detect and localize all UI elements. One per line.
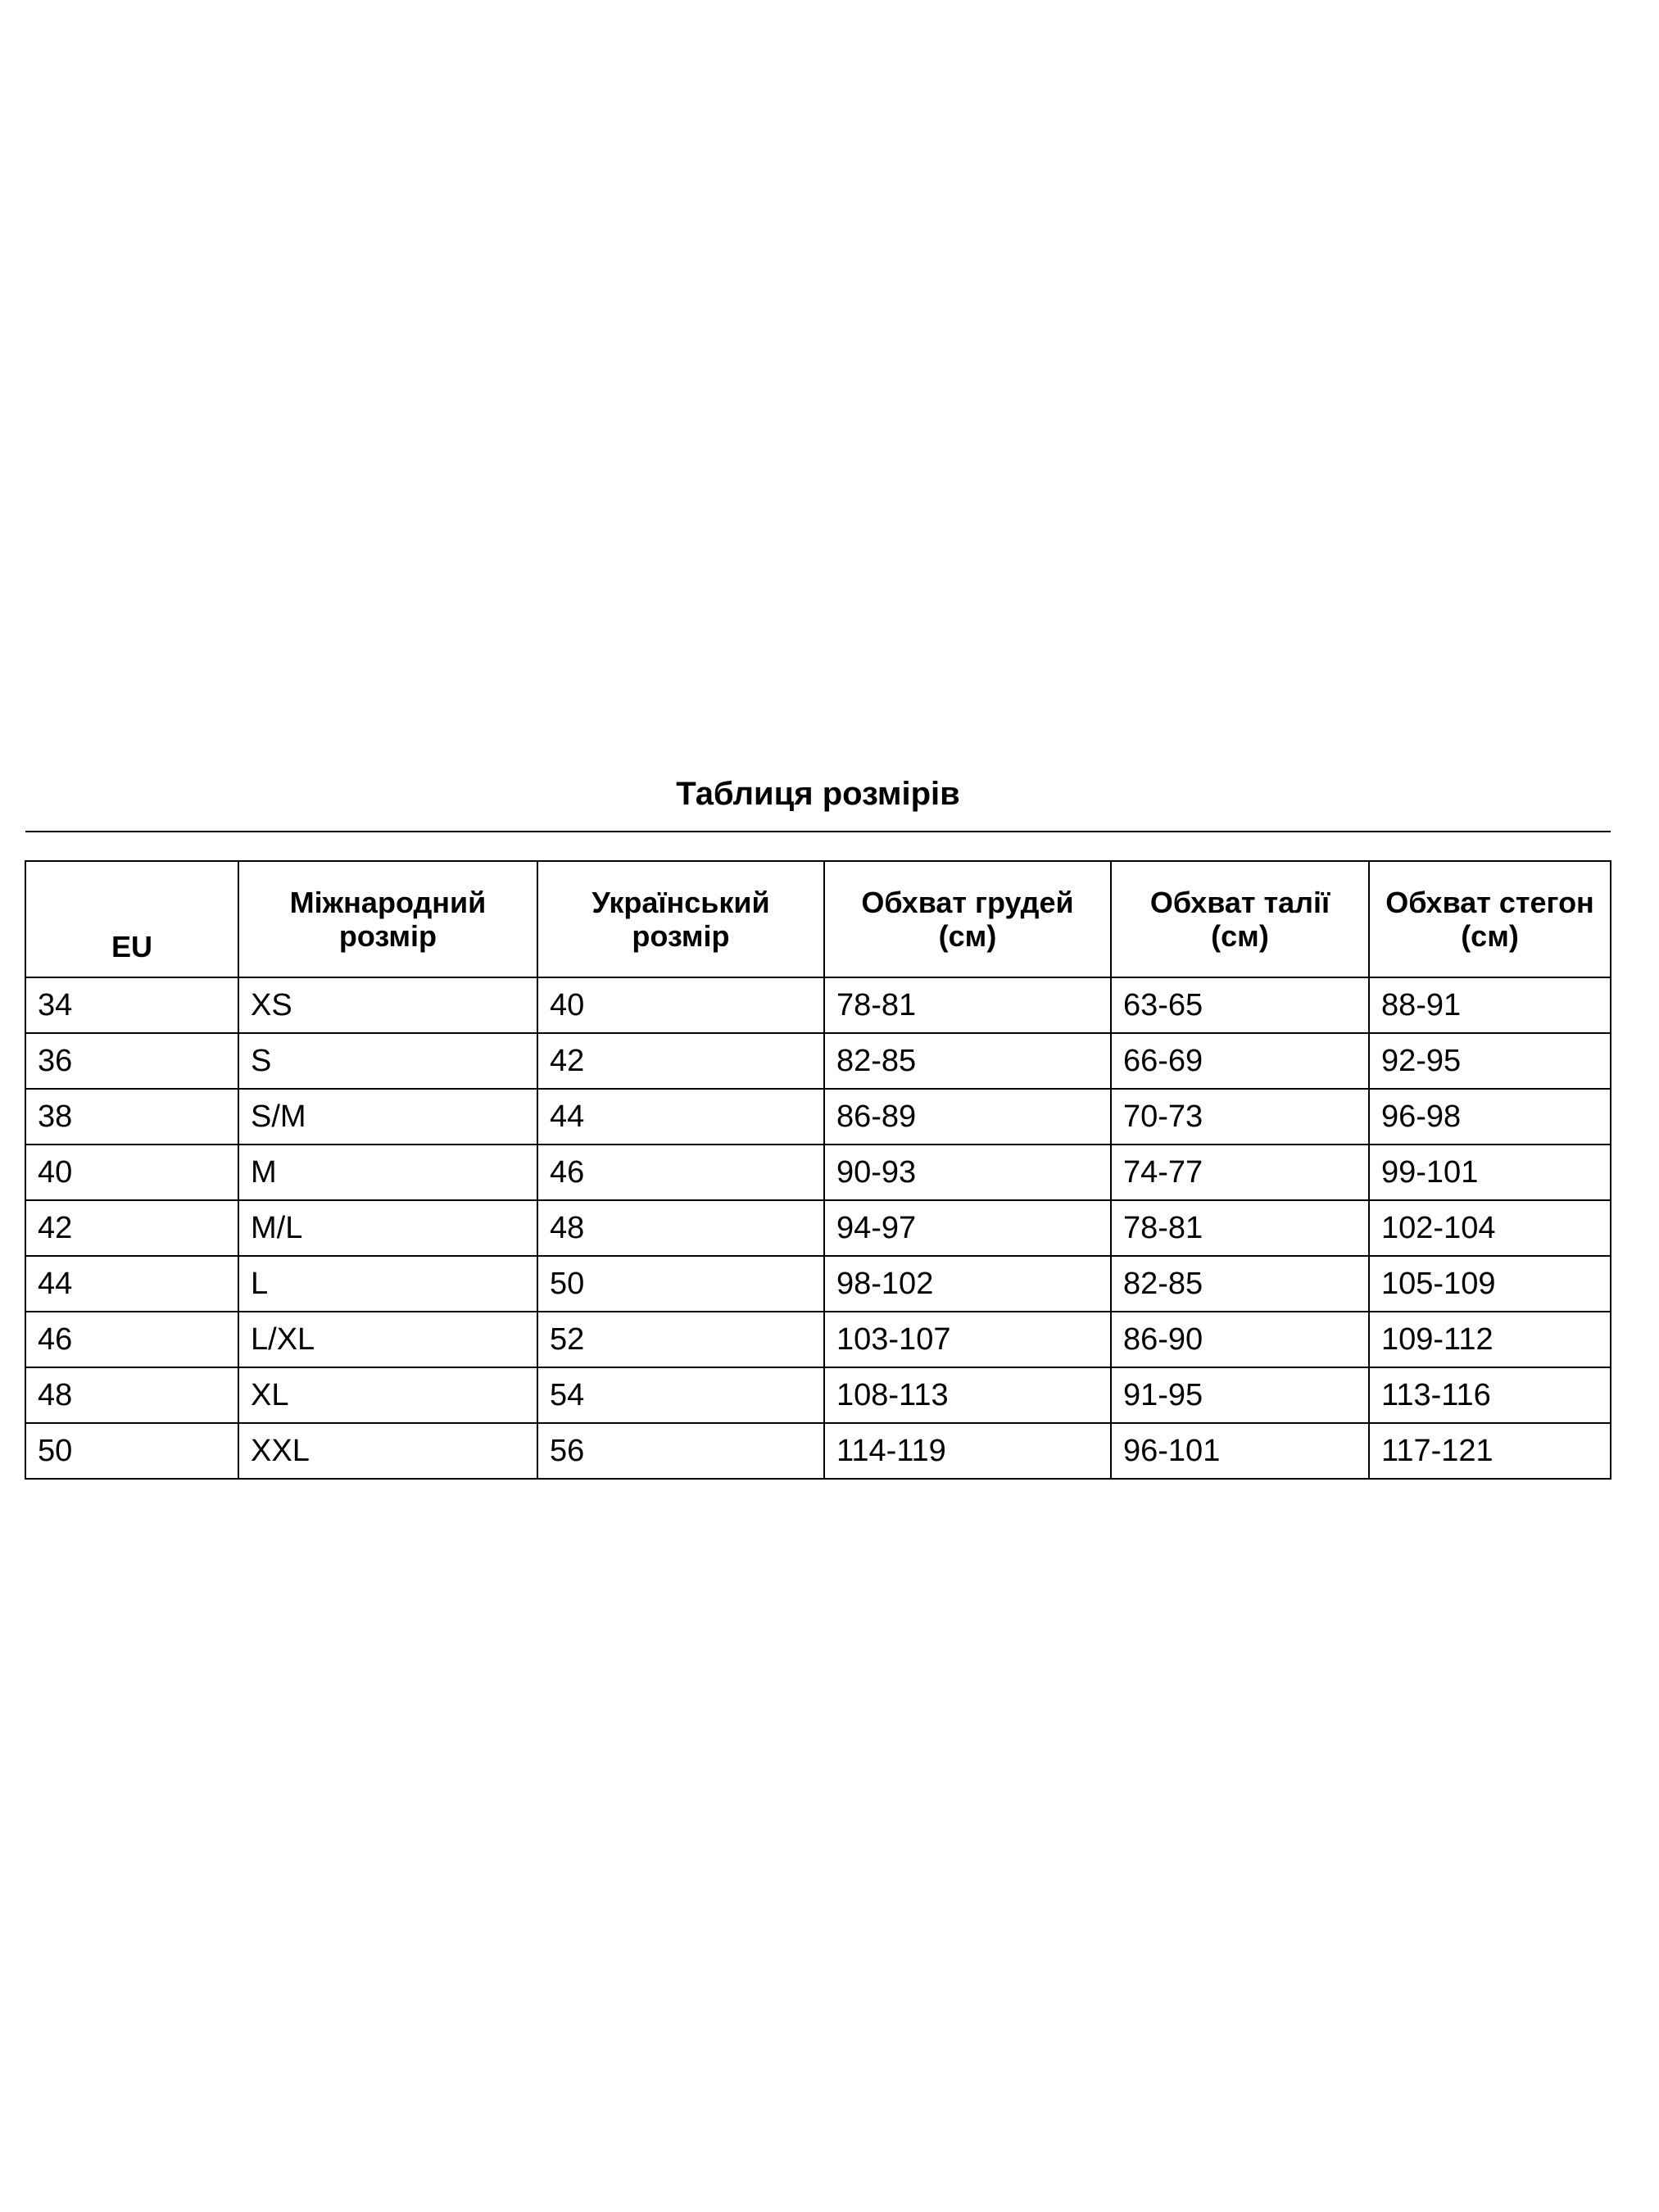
- cell-ukrainian-size: 50: [537, 1256, 824, 1312]
- cell-ukrainian-size: 48: [537, 1200, 824, 1256]
- cell-waist: 70-73: [1111, 1089, 1369, 1145]
- table-row: [25, 977, 1611, 1033]
- cell-hips: 113-116: [1369, 1367, 1611, 1423]
- cell-eu: 40: [25, 1145, 238, 1200]
- size-chart-table: [25, 762, 1611, 1480]
- cell-eu: 46: [25, 1312, 238, 1367]
- column-header-hips: Обхват стегон (см): [1369, 861, 1611, 977]
- cell-eu: 34: [25, 977, 238, 1033]
- cell-hips: 109-112: [1369, 1312, 1611, 1367]
- table-row: [25, 1367, 1611, 1423]
- cell-eu: 38: [25, 1089, 238, 1145]
- cell-international-size: M: [238, 1145, 537, 1200]
- table-row: [25, 1312, 1611, 1367]
- spacer-cell: [25, 832, 238, 861]
- cell-waist: 91-95: [1111, 1367, 1369, 1423]
- cell-waist: 96-101: [1111, 1423, 1369, 1479]
- cell-chest: 98-102: [824, 1256, 1111, 1312]
- table-title-row: [25, 762, 1611, 832]
- spacer-cell: [537, 832, 824, 861]
- table-row: [25, 1089, 1611, 1145]
- cell-ukrainian-size: 56: [537, 1423, 824, 1479]
- table-header-row: [25, 861, 1611, 977]
- cell-eu: 44: [25, 1256, 238, 1312]
- column-header-international-size: Міжнародний розмір: [238, 861, 537, 977]
- cell-hips: 96-98: [1369, 1089, 1611, 1145]
- cell-international-size: L: [238, 1256, 537, 1312]
- cell-waist: 86-90: [1111, 1312, 1369, 1367]
- size-chart-container: [25, 762, 1634, 1480]
- table-row: [25, 1256, 1611, 1312]
- cell-ukrainian-size: 46: [537, 1145, 824, 1200]
- column-header-waist: Обхват талії (см): [1111, 861, 1369, 977]
- cell-hips: 102-104: [1369, 1200, 1611, 1256]
- cell-ukrainian-size: 52: [537, 1312, 824, 1367]
- cell-chest: 94-97: [824, 1200, 1111, 1256]
- spacer-cell: [238, 832, 537, 861]
- cell-eu: 36: [25, 1033, 238, 1089]
- cell-ukrainian-size: 54: [537, 1367, 824, 1423]
- cell-international-size: XL: [238, 1367, 537, 1423]
- table-row: [25, 1200, 1611, 1256]
- cell-hips: 105-109: [1369, 1256, 1611, 1312]
- table-row: [25, 1423, 1611, 1479]
- cell-ukrainian-size: 42: [537, 1033, 824, 1089]
- cell-ukrainian-size: 44: [537, 1089, 824, 1145]
- cell-waist: 78-81: [1111, 1200, 1369, 1256]
- cell-ukrainian-size: 40: [537, 977, 824, 1033]
- table-row: [25, 1145, 1611, 1200]
- cell-chest: 90-93: [824, 1145, 1111, 1200]
- cell-waist: 82-85: [1111, 1256, 1369, 1312]
- column-header-ukrainian-size: Український розмір: [537, 861, 824, 977]
- table-row: [25, 1033, 1611, 1089]
- table-spacer-row: [25, 832, 1611, 861]
- cell-chest: 78-81: [824, 977, 1111, 1033]
- cell-hips: 88-91: [1369, 977, 1611, 1033]
- cell-chest: 114-119: [824, 1423, 1111, 1479]
- spacer-cell: [824, 832, 1111, 861]
- cell-eu: 42: [25, 1200, 238, 1256]
- cell-international-size: S: [238, 1033, 537, 1089]
- cell-international-size: XXL: [238, 1423, 537, 1479]
- cell-waist: 66-69: [1111, 1033, 1369, 1089]
- cell-hips: 99-101: [1369, 1145, 1611, 1200]
- cell-waist: 74-77: [1111, 1145, 1369, 1200]
- cell-international-size: L/XL: [238, 1312, 537, 1367]
- cell-international-size: XS: [238, 977, 537, 1033]
- cell-hips: 92-95: [1369, 1033, 1611, 1089]
- cell-waist: 63-65: [1111, 977, 1369, 1033]
- cell-eu: 50: [25, 1423, 238, 1479]
- cell-chest: 86-89: [824, 1089, 1111, 1145]
- cell-chest: 82-85: [824, 1033, 1111, 1089]
- page-title: Таблиця розмірів: [25, 762, 1611, 832]
- column-header-chest: Обхват грудей (см): [824, 861, 1111, 977]
- cell-international-size: S/M: [238, 1089, 537, 1145]
- cell-chest: 103-107: [824, 1312, 1111, 1367]
- cell-eu: 48: [25, 1367, 238, 1423]
- column-header-eu: EU: [25, 861, 238, 977]
- spacer-cell: [1369, 832, 1611, 861]
- cell-hips: 117-121: [1369, 1423, 1611, 1479]
- cell-chest: 108-113: [824, 1367, 1111, 1423]
- spacer-cell: [1111, 832, 1369, 861]
- cell-international-size: M/L: [238, 1200, 537, 1256]
